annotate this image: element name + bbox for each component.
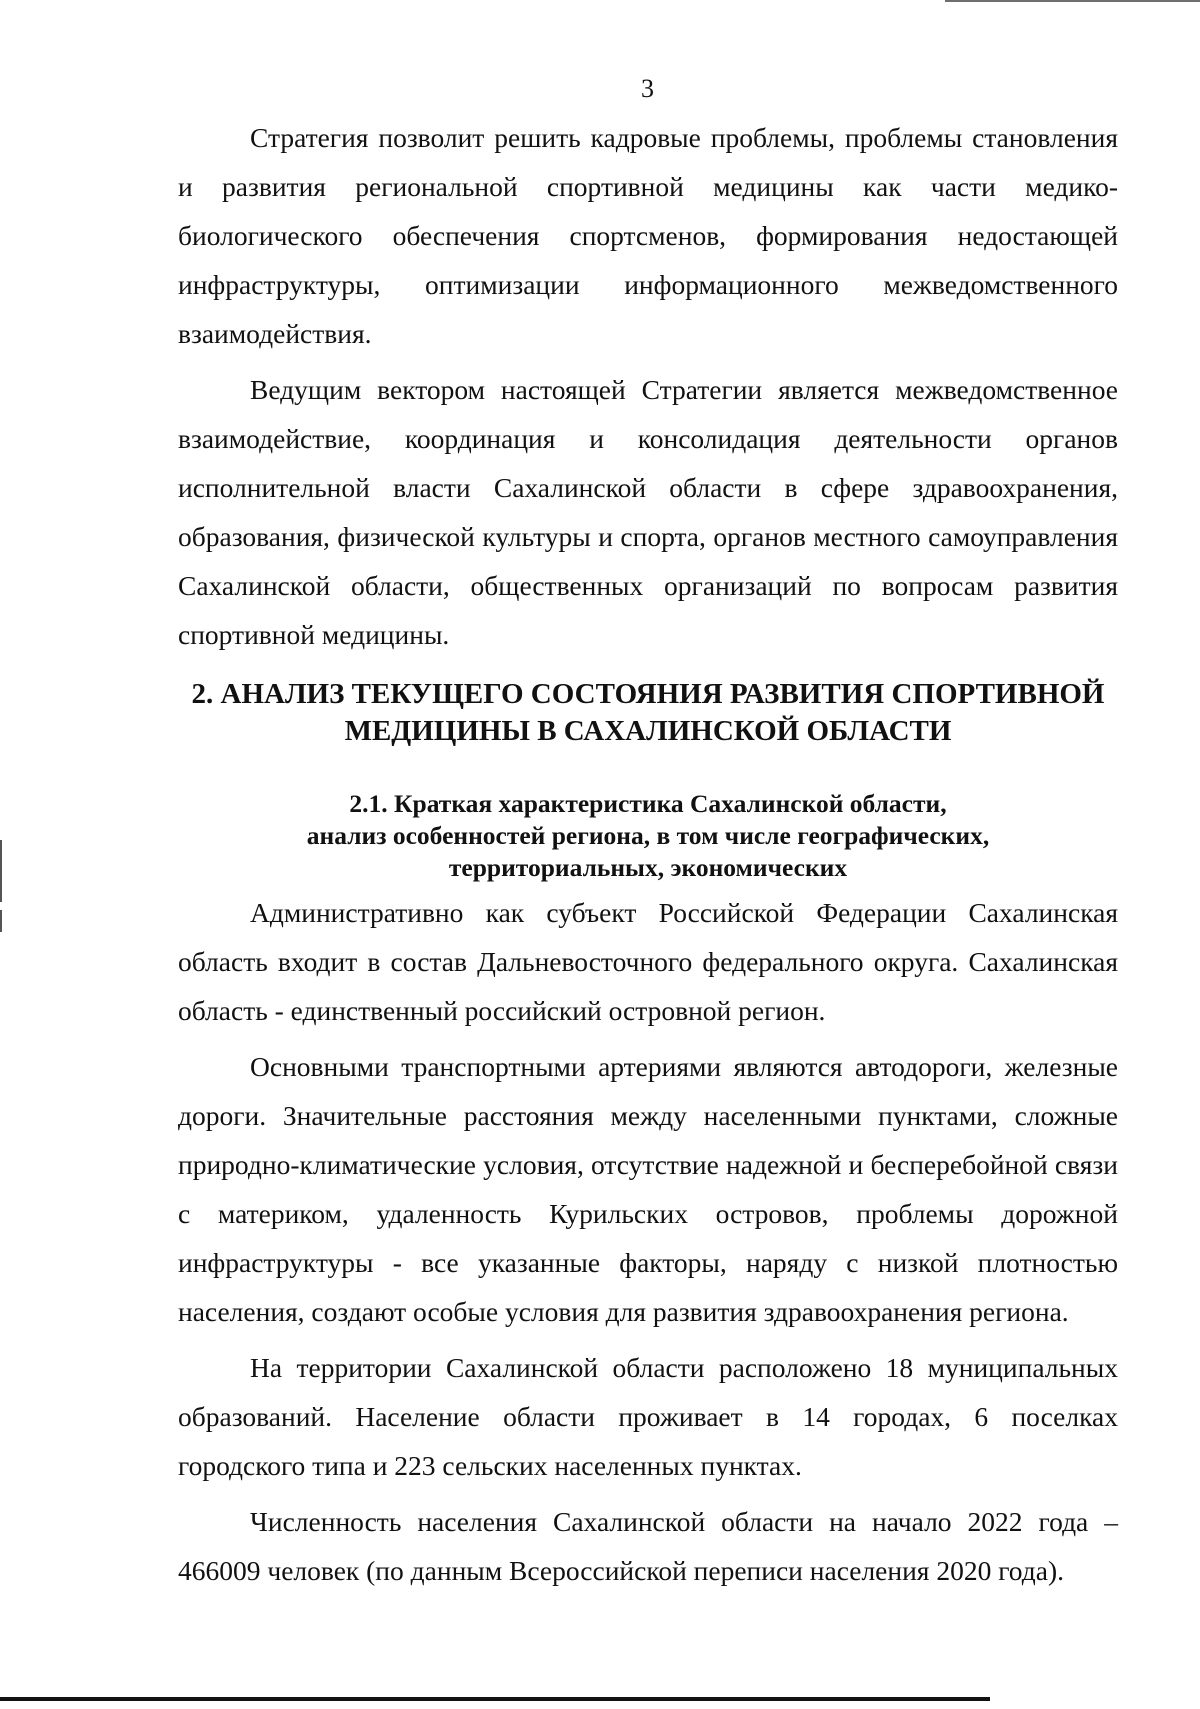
- subsection-heading-line: 2.1. Краткая характеристика Сахалинской области,: [349, 789, 947, 818]
- subsection-heading-line: анализ особенностей региона, в том числе географических,: [306, 821, 990, 850]
- document-body: [178, 113, 1118, 1602]
- paragraph: На территории Сахалинской области расположено 18 муниципальных образований. Население области проживает в 14 городах, 6 поселках городского типа и 223 сельских населенных пунктах.: [178, 1352, 1118, 1481]
- subsection-heading: [178, 788, 1118, 884]
- paragraph: Ведущим вектором настоящей Стратегии является межведомственное взаимодействие, координация и консолидация деятельности органов исполнительной власти Сахалинской области в сфере здравоохранения, образования, физической культуры и спорта, органов местного самоуправления Сахалинской области, общественных организаций по вопросам развития спортивной медицины.: [178, 374, 1118, 650]
- scan-bottom-edge-line: [0, 1697, 990, 1701]
- paragraph: Основными транспортными артериями являются автодороги, железные дороги. Значительные расстояния между населенными пунктами, сложные природно-климатические условия, отсутствие надежной и бесперебойной связи с материком, удаленность Курильских островов, проблемы дорожной инфраструктуры - все указанные факторы, наряду с низкой плотностью населения, создают особые условия для развития здравоохранения региона.: [178, 1051, 1118, 1327]
- scan-margin-mark: [0, 910, 2, 932]
- section-heading-line: МЕДИЦИНЫ В САХАЛИНСКОЙ ОБЛАСТИ: [344, 715, 952, 747]
- paragraph: Стратегия позволит решить кадровые проблемы, проблемы становления и развития региональной спортивной медицины как части медико-биологического обеспечения спортсменов, формирования недостающей инфраструктуры, оптимизации информационного межведомственного взаимодействия.: [178, 122, 1118, 349]
- section-heading: [178, 676, 1118, 750]
- subsection-heading-line: территориальных, экономических: [448, 853, 848, 882]
- paragraph: Численность населения Сахалинской области на начало 2022 года – 466009 человек (по данным Всероссийской переписи населения 2020 года).: [178, 1506, 1118, 1586]
- paragraph: Административно как субъект Российской Федерации Сахалинская область входит в состав Дальневосточного федерального округа. Сахалинская область - единственный российский островной регион.: [178, 897, 1118, 1026]
- section-heading-line: 2. АНАЛИЗ ТЕКУЩЕГО СОСТОЯНИЯ РАЗВИТИЯ СПОРТИВНОЙ: [191, 678, 1105, 710]
- scan-margin-mark: [0, 840, 2, 902]
- scan-top-edge-line: [945, 0, 1200, 2]
- page-number: 3: [641, 74, 654, 103]
